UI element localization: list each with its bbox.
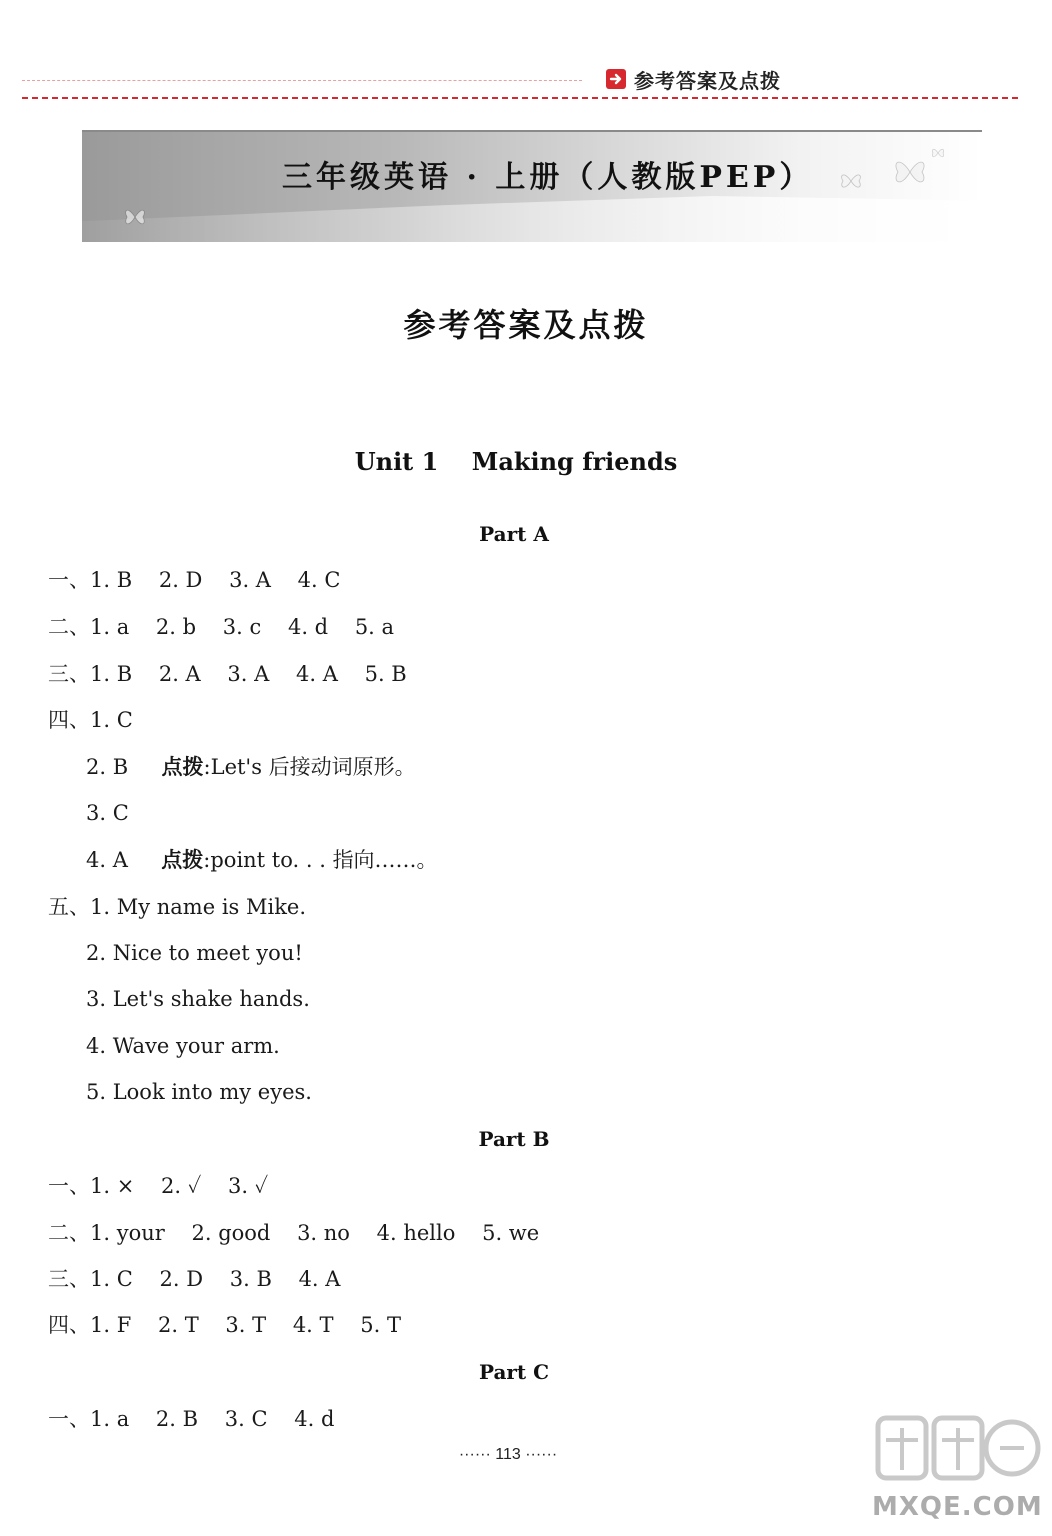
answer-line-with-hint (86, 846, 438, 874)
watermark-text: MXQE.COM (872, 1492, 1043, 1522)
hint-text: :point to. . . 指向……。 (203, 848, 438, 872)
answer-line: 3. Let's shake hands. (86, 987, 310, 1011)
section-tag-label: 参考答案及点拨 (634, 68, 781, 93)
book-title: 三年级英语 · 上册（人教版PEP） (282, 160, 814, 195)
answer-line: 二、1. your 2. good 3. no 4. hello 5. we (48, 1221, 540, 1245)
answer-line: 4. Wave your arm. (86, 1034, 280, 1058)
part-c-heading: Part C (478, 1360, 550, 1384)
hint-label: 点拨 (161, 848, 204, 872)
answer-line: 3. C (86, 801, 129, 825)
hint-label: 点拨 (161, 755, 204, 779)
page-number: ······ 113 ······ (458, 1446, 558, 1463)
hint-text: :Let's 后接动词原形。 (203, 755, 416, 779)
arrow-right-icon (606, 69, 626, 89)
section-tag (606, 64, 781, 94)
butterfly-icon (838, 170, 864, 192)
answer-line: 一、1. × 2. ✓ 3. ✓ (48, 1174, 269, 1198)
answer-line: 三、1. C 2. D 3. B 4. A (48, 1267, 341, 1291)
part-b-heading: Part B (478, 1127, 550, 1151)
answer-line: 2. Nice to meet you! (86, 941, 303, 965)
banner-decoration (82, 196, 982, 242)
answer-line: 三、1. B 2. A 3. A 4. A 5. B (48, 662, 407, 686)
answer-number: 2. B (86, 755, 129, 779)
unit-title: Unit 1 Making friends (354, 447, 678, 476)
header-divider-dashed (22, 97, 1018, 99)
header-divider-thin (22, 80, 582, 81)
answer-line-with-hint (86, 753, 416, 781)
part-a-heading: Part A (479, 522, 549, 546)
answer-line: 5. Look into my eyes. (86, 1080, 312, 1104)
butterfly-icon (930, 146, 946, 160)
answer-line: 五、1. My name is Mike. (48, 895, 307, 919)
book-banner (82, 130, 982, 242)
butterfly-icon (890, 154, 930, 190)
page-title: 参考答案及点拨 (403, 306, 649, 344)
answer-line: 二、1. a 2. b 3. c 4. d 5. a (48, 615, 395, 639)
answer-line: 一、1. B 2. D 3. A 4. C (48, 568, 341, 592)
answer-line: 四、1. F 2. T 3. T 4. T 5. T (48, 1313, 401, 1337)
answer-line: 四、1. C (48, 708, 133, 732)
answer-line: 一、1. a 2. B 3. C 4. d (48, 1407, 335, 1431)
butterfly-icon (122, 204, 148, 230)
answer-number: 4. A (86, 848, 128, 872)
